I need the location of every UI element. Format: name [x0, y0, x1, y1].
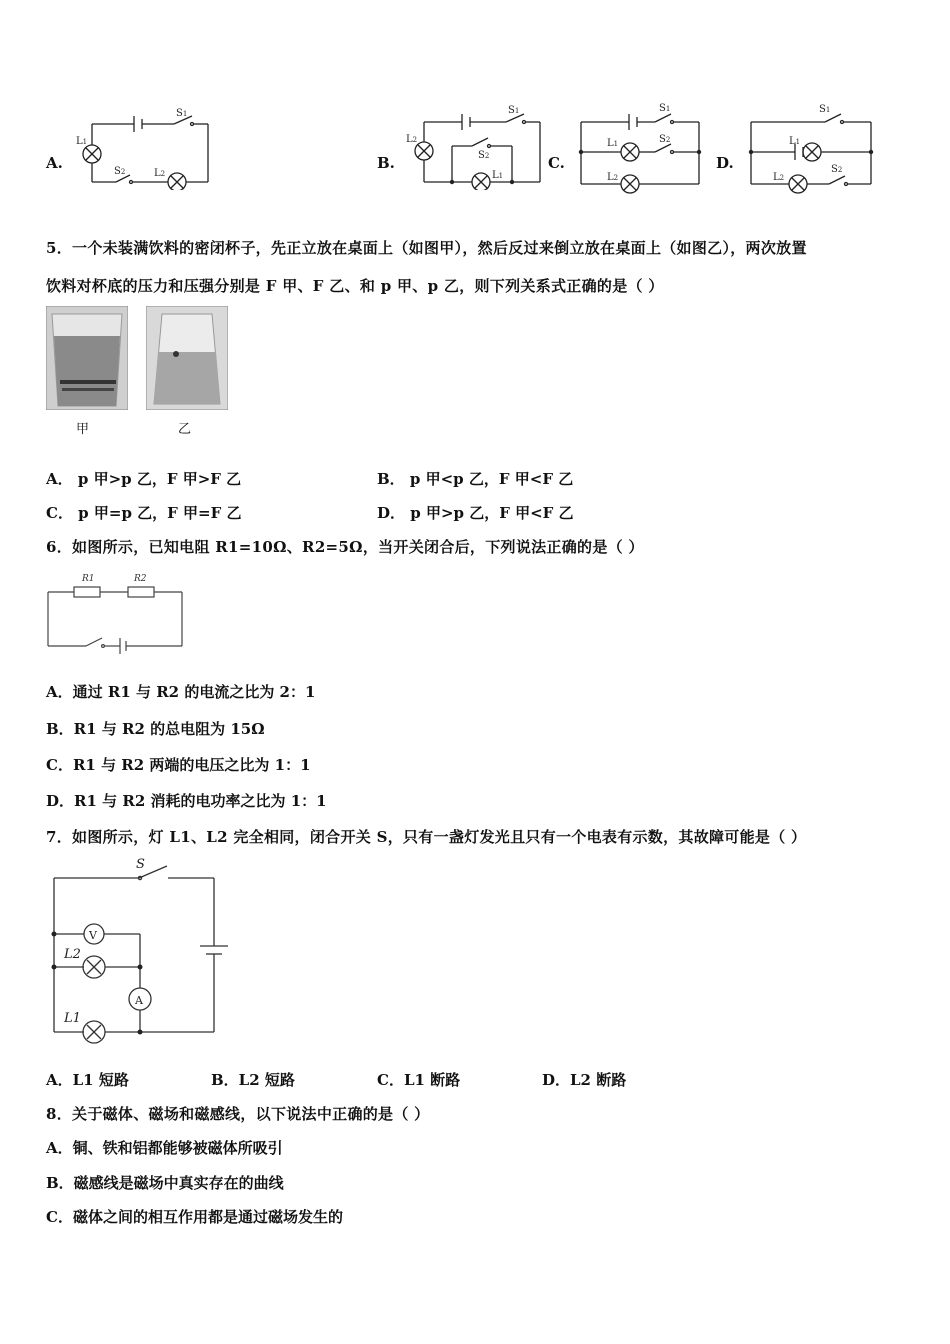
q4-option-b-label: B.	[377, 154, 395, 172]
q4-option-c-label: C.	[548, 154, 565, 172]
q8-stem: 8．关于磁体、磁场和磁感线，以下说法中正确的是（ ）	[46, 1105, 430, 1123]
q6-stem: 6．如图所示，已知电阻 R1=10Ω、R2=5Ω，当开关闭合后，下列说法正确的是（ ）	[46, 538, 644, 556]
q7-option-c: C．L1 断路	[377, 1071, 461, 1089]
q4-circuit-c	[575, 98, 705, 194]
svg-text:L1: L1	[492, 170, 504, 181]
svg-text:S1: S1	[176, 108, 188, 119]
svg-text:S2: S2	[831, 164, 843, 175]
q8-option-a: A．铜、铁和铝都能够被磁体所吸引	[46, 1139, 283, 1157]
q5-photo-upright-cup	[46, 306, 128, 410]
q5-option-a: A． p 甲>p 乙，F 甲>F 乙	[46, 470, 242, 488]
q8-option-b: B．磁感线是磁场中真实存在的曲线	[46, 1174, 284, 1192]
svg-text:S1: S1	[659, 103, 671, 114]
q5-photo-inverted-cup	[146, 306, 228, 410]
q4-circuit-a	[72, 100, 217, 190]
q6-option-c: C．R1 与 R2 两端的电压之比为 1：1	[46, 756, 311, 774]
svg-text:L2: L2	[607, 172, 619, 183]
q7-l2-label: L2	[64, 947, 81, 962]
q5-option-d: D． p 甲>p 乙，F 甲<F 乙	[377, 504, 574, 522]
q7-l1-label: L1	[64, 1011, 81, 1026]
q4-circuit-b	[400, 100, 548, 190]
svg-text:S2: S2	[114, 166, 126, 177]
svg-text:L2: L2	[154, 168, 166, 179]
q4-option-a-label: A.	[46, 154, 63, 172]
q7-switch-label: S	[136, 857, 145, 872]
svg-text:L1: L1	[607, 138, 619, 149]
q6-option-b: B．R1 与 R2 的总电阻为 15Ω	[46, 720, 265, 738]
q7-option-b: B．L2 短路	[211, 1071, 295, 1089]
q4-circuit-d	[745, 98, 880, 194]
q7-ammeter-label: A	[135, 994, 143, 1007]
q5-caption-b: 乙	[178, 422, 192, 437]
q7-voltmeter-label: V	[89, 929, 97, 942]
svg-text:L1: L1	[76, 136, 88, 147]
q5-stem-line2: 饮料对杯底的压力和压强分别是 F 甲、F 乙、和 p 甲、p 乙，则下列关系式正确的是（ ）	[46, 277, 664, 295]
svg-text:S1: S1	[819, 104, 831, 115]
q6-r1-label: R1	[82, 574, 95, 584]
svg-text:S2: S2	[478, 150, 490, 161]
q4-option-d-label: D.	[716, 154, 734, 172]
svg-text:L2: L2	[406, 134, 418, 145]
q5-stem-line1: 5．一个未装满饮料的密闭杯子，先正立放在桌面上（如图甲），然后反过来倒立放在桌面上（如图乙），两次放置	[46, 239, 807, 257]
q6-option-d: D．R1 与 R2 消耗的电功率之比为 1：1	[46, 792, 327, 810]
svg-text:S2: S2	[659, 134, 671, 145]
q5-caption-a: 甲	[76, 422, 90, 437]
q6-r2-label: R2	[134, 574, 147, 584]
svg-text:L1: L1	[789, 136, 801, 147]
q8-option-c: C．磁体之间的相互作用都是通过磁场发生的	[46, 1208, 343, 1226]
q5-option-b: B． p 甲<p 乙，F 甲<F 乙	[377, 470, 574, 488]
q7-option-a: A．L1 短路	[46, 1071, 129, 1089]
q7-circuit	[44, 852, 234, 1047]
svg-text:S1: S1	[508, 105, 520, 116]
q5-option-c: C． p 甲=p 乙，F 甲=F 乙	[46, 504, 242, 522]
q6-option-a: A．通过 R1 与 R2 的电流之比为 2：1	[46, 683, 316, 701]
q7-stem: 7．如图所示，灯 L1、L2 完全相同，闭合开关 S，只有一盏灯发光且只有一个电表有示数，其故障可能是（ ）	[46, 828, 807, 846]
q7-option-d: D．L2 断路	[542, 1071, 627, 1089]
svg-text:L2: L2	[773, 172, 785, 183]
q6-circuit	[44, 568, 186, 654]
